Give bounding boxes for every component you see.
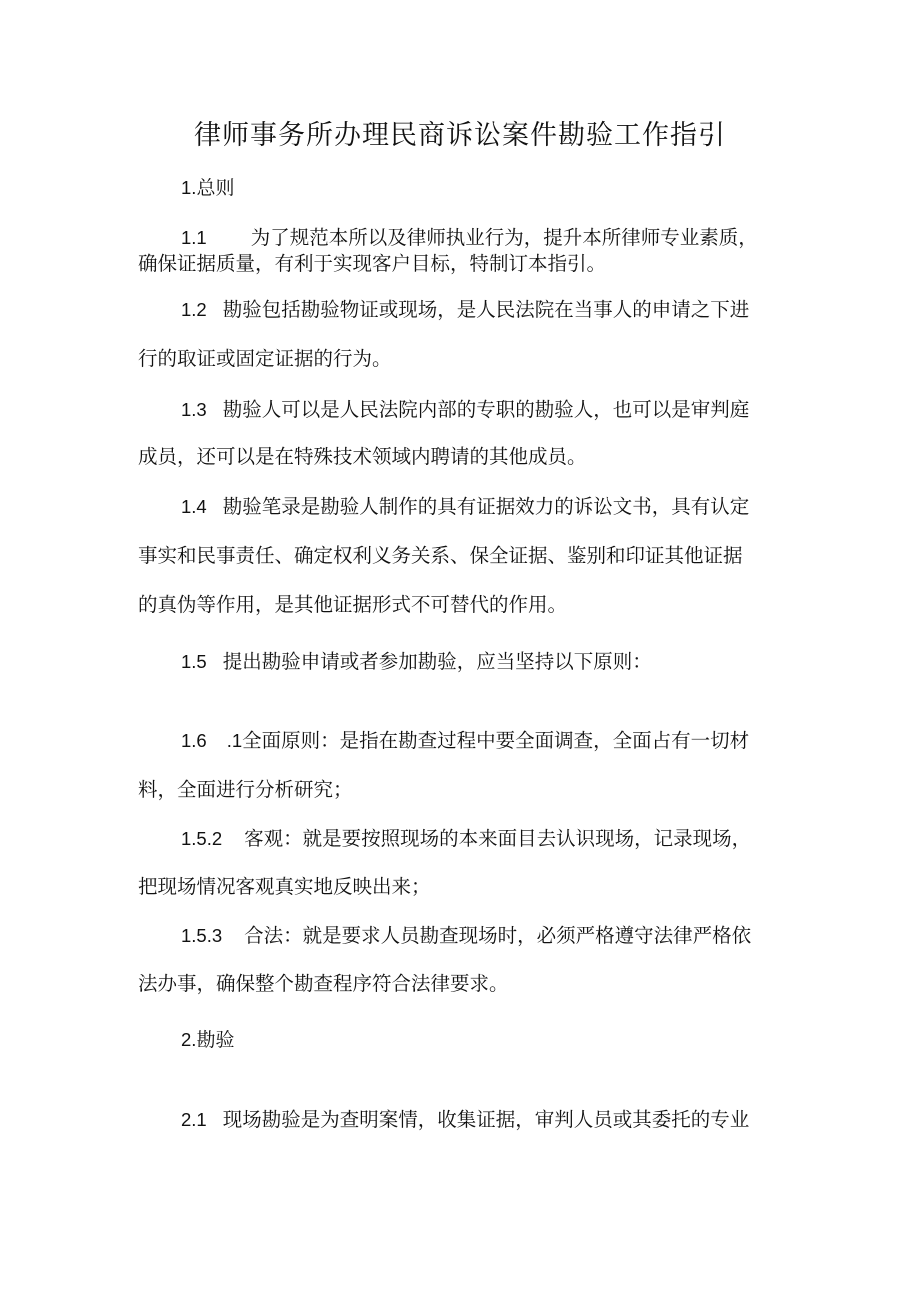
para-1-6-line-2: 料，全面进行分析研究； bbox=[138, 778, 353, 801]
para-1-4-line-3: 的真伪等作用，是其他证据形式不可替代的作用。 bbox=[138, 593, 568, 616]
para-1-2-line-1 bbox=[181, 294, 749, 322]
para-2-1-text-1: 现场勘验是为查明案情，收集证据，审判人员或其委托的专业 bbox=[222, 1108, 750, 1131]
para-1-6-text-1: 全面原则：是指在勘查过程中要全面调查，全面占有一切材 bbox=[242, 729, 750, 752]
para-1-5-2-number: 1.5.2 bbox=[181, 828, 223, 849]
para-1-1-line-1 bbox=[181, 222, 758, 250]
section-1-title: 总则 bbox=[196, 177, 235, 199]
para-1-4-line-2: 事实和民事责任、确定权利义务关系、保全证据、鉴别和印证其他证据 bbox=[138, 544, 743, 567]
para-1-2-text-1: 勘验包括勘验物证或现场，是人民法院在当事人的申请之下进 bbox=[222, 298, 750, 321]
para-1-3-number: 1.3 bbox=[181, 399, 207, 420]
para-1-5-2-text-1: 客观：就是要按照现场的本来面目去认识现场，记录现场， bbox=[244, 827, 752, 850]
para-1-5-number: 1.5 bbox=[181, 651, 207, 672]
para-1-5-3-text-1: 合法：就是要求人员勘查现场时，必须严格遵守法律严格依 bbox=[244, 924, 752, 947]
para-1-6-line-1 bbox=[181, 725, 749, 753]
para-2-1-number: 2.1 bbox=[181, 1109, 207, 1130]
para-1-4-line-1 bbox=[181, 491, 749, 519]
para-1-5-3-number: 1.5.3 bbox=[181, 925, 223, 946]
section-1-heading bbox=[181, 173, 234, 200]
section-1-number: 1. bbox=[181, 177, 197, 198]
para-1-2-line-2: 行的取证或固定证据的行为。 bbox=[138, 347, 392, 370]
section-2-number: 2. bbox=[181, 1029, 197, 1050]
para-1-4-text-1: 勘验笔录是勘验人制作的具有证据效力的诉讼文书，具有认定 bbox=[222, 495, 750, 518]
para-1-4-number: 1.4 bbox=[181, 496, 207, 517]
para-1-5-line-1 bbox=[181, 646, 652, 674]
para-1-2-number: 1.2 bbox=[181, 299, 207, 320]
para-1-5-3-line-2: 法办事，确保整个勘查程序符合法律要求。 bbox=[138, 972, 509, 995]
para-1-6-number: 1.6 bbox=[181, 730, 207, 751]
section-2-title: 勘验 bbox=[196, 1029, 235, 1051]
para-1-1-text-1: 为了规范本所以及律师执业行为，提升本所律师专业素质， bbox=[250, 226, 758, 249]
document-title: 律师事务所办理民商诉讼案件勘验工作指引 bbox=[194, 120, 726, 151]
para-1-3-text-1: 勘验人可以是人民法院内部的专职的勘验人，也可以是审判庭 bbox=[222, 398, 750, 421]
para-1-1-number: 1.1 bbox=[181, 227, 207, 248]
para-1-3-line-1 bbox=[181, 394, 749, 422]
para-1-5-3-line-1 bbox=[181, 920, 751, 948]
para-1-5-2-line-2: 把现场情况客观真实地反映出来； bbox=[138, 875, 431, 898]
para-1-5-2-line-1 bbox=[181, 823, 751, 851]
para-1-5-text-1: 提出勘验申请或者参加勘验，应当坚持以下原则： bbox=[222, 650, 652, 673]
para-1-3-line-2: 成员，还可以是在特殊技术领域内聘请的其他成员。 bbox=[138, 445, 587, 468]
para-2-1-line-1 bbox=[181, 1104, 749, 1132]
para-1-6-sub: .1 bbox=[226, 730, 243, 751]
para-1-1-line-2: 确保证据质量，有利于实现客户目标，特制订本指引。 bbox=[138, 252, 607, 275]
section-2-heading bbox=[181, 1025, 234, 1052]
